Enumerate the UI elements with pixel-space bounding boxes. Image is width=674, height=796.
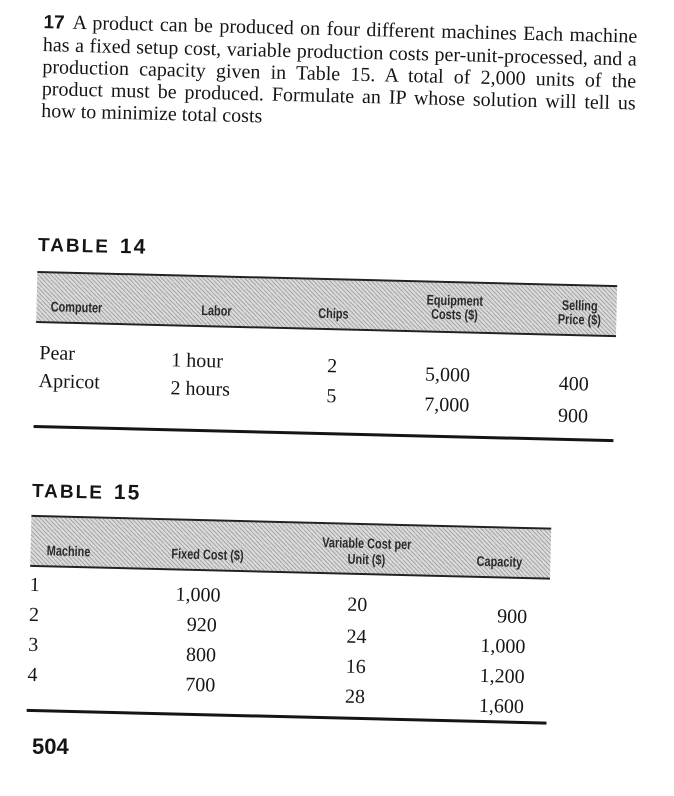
table-14-row-2-price: 900 <box>557 404 589 428</box>
table-14-title <box>38 233 148 260</box>
table-15-row-2-fixed: 920 <box>186 613 218 637</box>
table-15-header <box>30 515 551 580</box>
table-14 <box>33 271 617 457</box>
table-14-row-1-chips: 2 <box>326 355 338 378</box>
table-14-row-2-equipment: 7,000 <box>423 393 470 417</box>
table-15-row-1-variable: 20 <box>347 593 368 617</box>
problem-17 <box>41 11 638 136</box>
header-machine: Machine <box>46 542 91 560</box>
problem-text: A product can be produced on four different machines Each machine has a fixed setup cost, variable production costs per-unit-processed, and a production capacity given in Table 15. A total of 2,000 units of the product must be produced. Formulate an IP whose solution will tell us how to minimize total costs <box>41 11 638 128</box>
table-14-header <box>36 271 617 337</box>
header-labor: Labor <box>201 302 232 319</box>
table-15-number: 15 <box>113 480 142 505</box>
table-15-row-3-fixed: 800 <box>185 643 217 667</box>
header-variable-cost: Variable Cost per Unit ($) <box>322 534 412 568</box>
header-chips: Chips <box>318 304 349 322</box>
table-14-row-2-labor: 2 hours <box>170 377 231 401</box>
table-15-row-2-capacity: 1,000 <box>480 634 526 659</box>
table-14-row-1-price: 400 <box>558 372 590 396</box>
table-14-row-1-labor: 1 hour <box>170 349 224 373</box>
table-14-number: 14 <box>119 235 148 259</box>
table-15-row-3-variable: 16 <box>345 655 367 679</box>
table-15-row-3-machine: 3 <box>27 633 39 657</box>
header-selling-price: Selling Price ($) <box>557 296 602 328</box>
page-number: 504 <box>32 734 69 759</box>
header-fixed-cost: Fixed Cost ($) <box>171 545 244 564</box>
table-14-label: TABLE <box>37 235 111 258</box>
table-14-row-1-equipment: 5,000 <box>424 363 471 387</box>
table-15-row-2-machine: 2 <box>28 603 40 627</box>
table-15-row-4-variable: 28 <box>344 685 366 709</box>
table-14-bottom-rule <box>34 425 614 442</box>
header-computer: Computer <box>50 298 103 316</box>
table-14-row-2-computer: Apricot <box>38 370 101 394</box>
table-15-row-3-capacity: 1,200 <box>479 664 525 689</box>
table-15-row-4-capacity: 1,600 <box>478 694 525 719</box>
header-equipment-costs: Equipment Costs ($) <box>426 291 484 323</box>
table-15-bottom-rule <box>27 709 547 725</box>
table-15-label: TABLE <box>31 480 105 504</box>
table-15-row-1-fixed: 1,000 <box>175 583 221 607</box>
problem-number: 17 <box>43 12 65 34</box>
table-14-row-1-computer: Pear <box>39 342 76 365</box>
table-15-row-4-machine: 4 <box>27 663 38 687</box>
table-15-row-1-machine: 1 <box>29 573 40 597</box>
table-15 <box>26 515 552 760</box>
table-15-row-2-variable: 24 <box>346 625 367 649</box>
table-14-row-2-chips: 5 <box>326 385 337 408</box>
header-capacity: Capacity <box>476 552 523 570</box>
table-15-row-1-capacity: 900 <box>496 605 528 629</box>
table-15-title <box>32 479 142 506</box>
table-15-row-4-fixed: 700 <box>185 673 216 697</box>
